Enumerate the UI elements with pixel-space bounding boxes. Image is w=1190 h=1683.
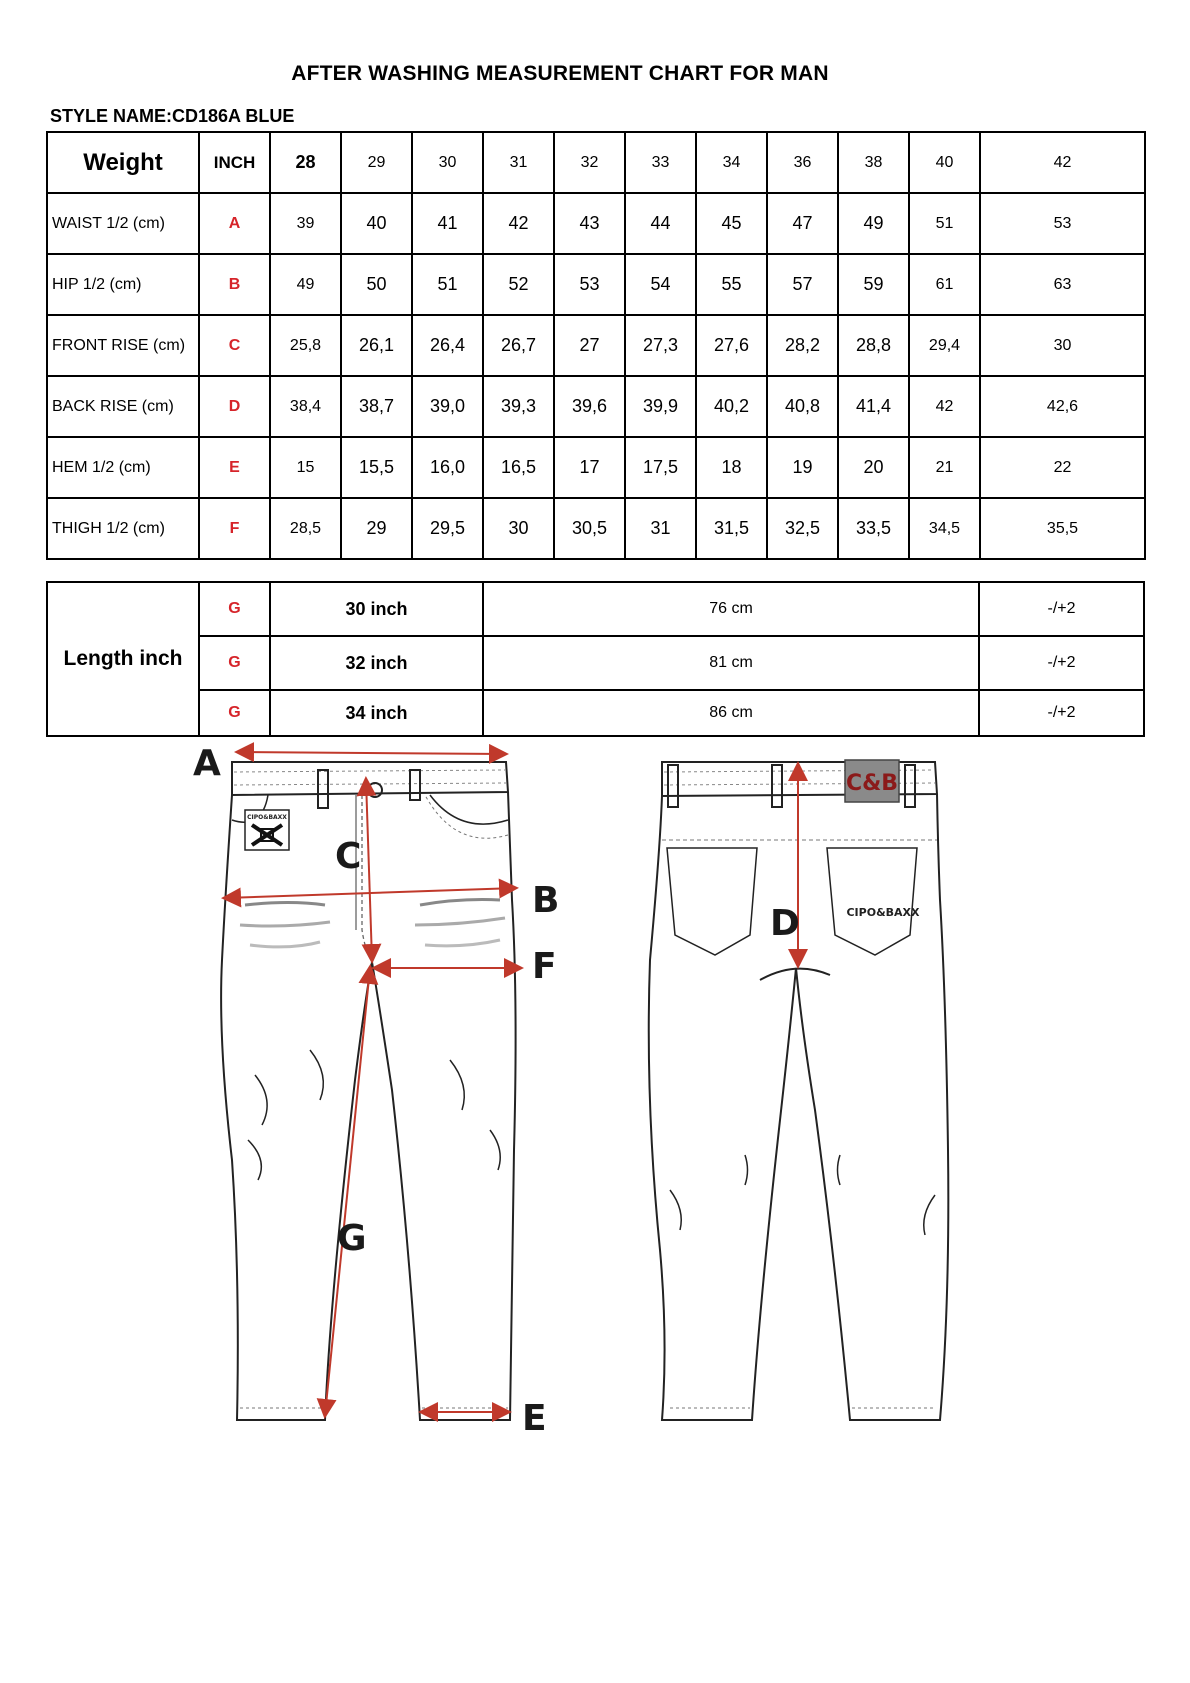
measure-value: 39,0 <box>412 376 483 437</box>
measure-value: 55 <box>696 254 767 315</box>
inseam-arrow <box>325 968 370 1415</box>
measure-value: 22 <box>980 437 1145 498</box>
measure-value: 54 <box>625 254 696 315</box>
patch-logo-text: CIPO&BAXX <box>247 814 287 821</box>
measure-value: 52 <box>483 254 554 315</box>
measure-label: WAIST 1/2 (cm) <box>47 193 199 254</box>
length-code: G <box>199 690 270 736</box>
inch-header: INCH <box>199 132 270 193</box>
measure-value: 42 <box>909 376 980 437</box>
measure-value: 31,5 <box>696 498 767 559</box>
measure-value: 53 <box>980 193 1145 254</box>
length-cm: 86 cm <box>483 690 979 736</box>
label-a: A <box>193 743 221 784</box>
measure-value: 30,5 <box>554 498 625 559</box>
measure-value: 51 <box>412 254 483 315</box>
measure-value: 17 <box>554 437 625 498</box>
measure-value: 30 <box>980 315 1145 376</box>
measure-value: 31 <box>625 498 696 559</box>
measure-value: 41 <box>412 193 483 254</box>
label-d: D <box>770 903 800 944</box>
size-header: 31 <box>483 132 554 193</box>
front-patch-logo <box>245 810 289 850</box>
measure-value: 47 <box>767 193 838 254</box>
measure-value: 27,6 <box>696 315 767 376</box>
measure-value: 39,3 <box>483 376 554 437</box>
measure-value: 38,4 <box>270 376 341 437</box>
measure-code: F <box>199 498 270 559</box>
measure-label: BACK RISE (cm) <box>47 376 199 437</box>
measure-label: HEM 1/2 (cm) <box>47 437 199 498</box>
measure-value: 39 <box>270 193 341 254</box>
measure-value: 49 <box>838 193 909 254</box>
size-header: 29 <box>341 132 412 193</box>
label-g: G <box>337 1218 367 1259</box>
measure-value: 40 <box>341 193 412 254</box>
measure-value: 40,2 <box>696 376 767 437</box>
measure-value: 43 <box>554 193 625 254</box>
front-measure-arrows <box>225 752 520 1415</box>
measure-code: D <box>199 376 270 437</box>
measure-value: 59 <box>838 254 909 315</box>
back-pocket-text: CIPO&BAXX <box>846 906 920 919</box>
size-header: 42 <box>980 132 1145 193</box>
measure-value: 41,4 <box>838 376 909 437</box>
size-header: 36 <box>767 132 838 193</box>
measure-value: 25,8 <box>270 315 341 376</box>
back-leather-patch <box>845 760 899 802</box>
measure-label: HIP 1/2 (cm) <box>47 254 199 315</box>
measure-value: 42,6 <box>980 376 1145 437</box>
measure-value: 50 <box>341 254 412 315</box>
measure-value: 29 <box>341 498 412 559</box>
label-f: F <box>532 946 557 987</box>
size-header: 33 <box>625 132 696 193</box>
measure-value: 38,7 <box>341 376 412 437</box>
waist-arrow <box>238 752 505 754</box>
measure-value: 45 <box>696 193 767 254</box>
front-rise-arrow <box>366 780 372 960</box>
measure-value: 32,5 <box>767 498 838 559</box>
measure-value: 19 <box>767 437 838 498</box>
measure-value: 15,5 <box>341 437 412 498</box>
measure-value: 61 <box>909 254 980 315</box>
measure-value: 53 <box>554 254 625 315</box>
measure-code: C <box>199 315 270 376</box>
measure-value: 40,8 <box>767 376 838 437</box>
back-patch-text: C&B <box>845 771 899 796</box>
length-title: Length inch <box>47 582 199 736</box>
measure-value: 20 <box>838 437 909 498</box>
measure-value: 28,5 <box>270 498 341 559</box>
length-code: G <box>199 636 270 690</box>
measure-value: 34,5 <box>909 498 980 559</box>
measure-value: 42 <box>483 193 554 254</box>
page-title: AFTER WASHING MEASUREMENT CHART FOR MAN <box>291 62 829 85</box>
measure-value: 18 <box>696 437 767 498</box>
size-header: 38 <box>838 132 909 193</box>
measure-value: 39,6 <box>554 376 625 437</box>
length-tolerance: -/+2 <box>979 636 1144 690</box>
size-header: 40 <box>909 132 980 193</box>
measure-value: 35,5 <box>980 498 1145 559</box>
size-header: 32 <box>554 132 625 193</box>
size-header: 28 <box>270 132 341 193</box>
measure-value: 29,4 <box>909 315 980 376</box>
length-code: G <box>199 582 270 636</box>
measure-value: 27 <box>554 315 625 376</box>
measure-value: 15 <box>270 437 341 498</box>
style-name: STYLE NAME:CD186A BLUE <box>50 106 295 126</box>
length-tolerance: -/+2 <box>979 582 1144 636</box>
measure-value: 28,8 <box>838 315 909 376</box>
measure-code: B <box>199 254 270 315</box>
measure-value: 26,4 <box>412 315 483 376</box>
measure-value: 30 <box>483 498 554 559</box>
measure-value: 51 <box>909 193 980 254</box>
label-e: E <box>522 1398 547 1439</box>
measure-value: 26,7 <box>483 315 554 376</box>
measure-value: 49 <box>270 254 341 315</box>
weight-header: Weight <box>47 132 199 193</box>
length-inch: 30 inch <box>270 582 483 636</box>
length-cm: 81 cm <box>483 636 979 690</box>
measure-code: E <box>199 437 270 498</box>
measure-value: 57 <box>767 254 838 315</box>
measure-value: 21 <box>909 437 980 498</box>
measure-value: 39,9 <box>625 376 696 437</box>
measure-value: 33,5 <box>838 498 909 559</box>
measure-value: 28,2 <box>767 315 838 376</box>
length-cm: 76 cm <box>483 582 979 636</box>
measure-value: 26,1 <box>341 315 412 376</box>
measure-value: 16,5 <box>483 437 554 498</box>
size-header: 34 <box>696 132 767 193</box>
measure-value: 17,5 <box>625 437 696 498</box>
size-header: 30 <box>412 132 483 193</box>
measure-value: 63 <box>980 254 1145 315</box>
measure-label: FRONT RISE (cm) <box>47 315 199 376</box>
measure-value: 27,3 <box>625 315 696 376</box>
label-b: B <box>532 880 560 921</box>
length-tolerance: -/+2 <box>979 690 1144 736</box>
measure-value: 29,5 <box>412 498 483 559</box>
label-c: C <box>335 836 362 877</box>
measure-label: THIGH 1/2 (cm) <box>47 498 199 559</box>
length-inch: 32 inch <box>270 636 483 690</box>
length-inch: 34 inch <box>270 690 483 736</box>
measure-value: 44 <box>625 193 696 254</box>
measure-code: A <box>199 193 270 254</box>
measure-value: 16,0 <box>412 437 483 498</box>
